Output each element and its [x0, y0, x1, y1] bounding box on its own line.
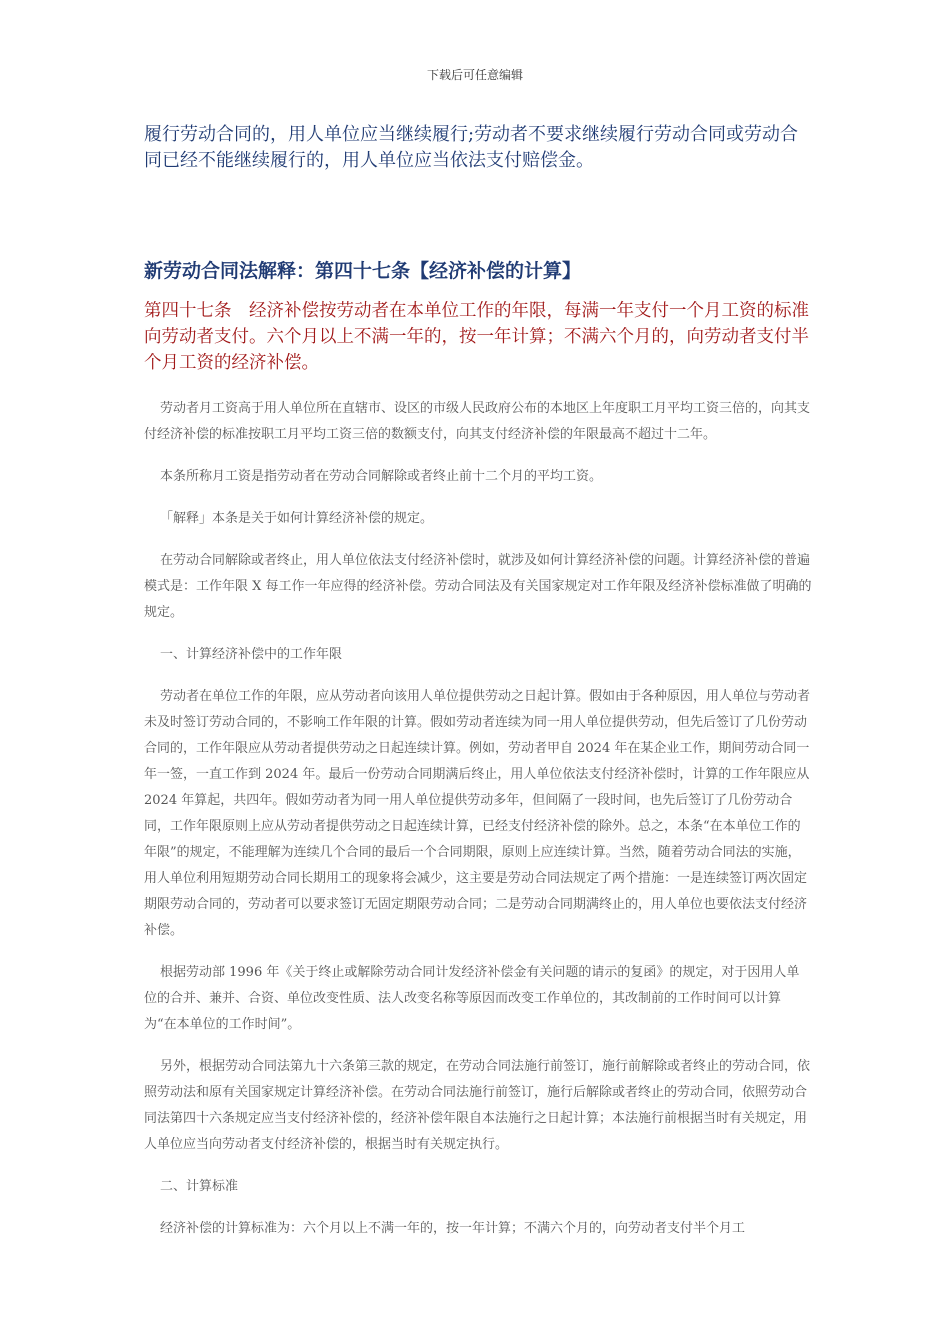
paragraph-3: 「解释」本条是关于如何计算经济补偿的规定。 — [160, 511, 434, 526]
paragraph-2: 本条所称月工资是指劳动者在劳动合同解除或者终止前十二个月的平均工资。 — [160, 469, 603, 484]
paragraph-4: 在劳动合同解除或者终止，用人单位依法支付经济补偿时，就涉及如何计算经济补偿的问题。计算经济补偿的普遍模式是：工作年限 X 每工作一年应得的经济补偿。劳动合同法及有关国家规定对工作年限及经济补偿标准做了明确的规定。 — [144, 553, 812, 620]
paragraph-8: 另外，根据劳动合同法第九十六条第三款的规定，在劳动合同法施行前签订，施行前解除或者终止的劳动合同，依照劳动法和原有关国家规定计算经济补偿。在劳动合同法施行前签订，施行后解除或者终止的劳动合同，依照劳动合同法第四十六条规定应当支付经济补偿的，经济补偿年限自本法施行之日起计算；本法施行前根据当时有关规定，用人单位应当向劳动者支付经济补偿的，根据当时有关规定执行。 — [144, 1059, 811, 1152]
subheading-standard: 二、计算标准 — [160, 1179, 239, 1194]
intro-paragraph: 履行劳动合同的，用人单位应当继续履行;劳动者不要求继续履行劳动合同或劳动合同已经不能继续履行的，用人单位应当依法支付赔偿金。 — [144, 124, 799, 171]
subheading-work-years: 一、计算经济补偿中的工作年限 — [160, 647, 343, 662]
paragraph-6: 劳动者在单位工作的年限，应从劳动者向该用人单位提供劳动之日起计算。假如由于各种原因，用人单位与劳动者未及时签订劳动合同的，不影响工作年限的计算。假如劳动者连续为同一用人单位提供劳动，但先后签订了几份劳动合同的，工作年限应从劳动者提供劳动之日起连续计算。例如，劳动者甲自 2024 年在某企业工作，期间劳动合同一年一签，一直工作到 2024 年。最后一份劳动合同期满后终止，用人单位依法支付经济补偿时，计算的工作年限应从 2024 年算起，共四年。假如劳动者为同一用人单位提供劳动多年，但间隔了一段时间，也先后签订了几份劳动合同，工作年限原则上应从劳动者提供劳动之日起连续计算，已经支付经济补偿的除外。总之，本条“在本单位工作的年限”的规定，不能理解为连续几个合同的最后一个合同期限，原则上应连续计算。当然，随着劳动合同法的实施，用人单位利用短期劳动合同长期用工的现象将会减少，这主要是劳动合同法规定了两个措施：一是连续签订两次固定期限劳动合同的，劳动者可以要求签订无固定期限劳动合同；二是劳动合同期满终止的，用人单位也要依法支付经济补偿。 — [144, 689, 811, 938]
document-body — [144, 122, 812, 1242]
paragraph-1: 劳动者月工资高于用人单位所在直辖市、设区的市级人民政府公布的本地区上年度职工月平均工资三倍的，向其支付经济补偿的标准按职工月平均工资三倍的数额支付，向其支付经济补偿的年限最高不超过十二年。 — [144, 401, 811, 442]
section-title: 新劳动合同法解释：第四十七条【经济补偿的计算】 — [144, 260, 582, 282]
paragraph-7: 根据劳动部 1996 年《关于终止或解除劳动合同计发经济补偿金有关问题的请示的复函》的规定，对于因用人单位的合并、兼并、合资、单位改变性质、法人改变名称等原因而改变工作单位的，其改制前的工作时间可以计算为“在本单位的工作时间”。 — [144, 965, 800, 1032]
article-text: 第四十七条 经济补偿按劳动者在本单位工作的年限，每满一年支付一个月工资的标准向劳动者支付。六个月以上不满一年的，按一年计算；不满六个月的，向劳动者支付半个月工资的经济补偿。 — [144, 301, 809, 373]
page-header-note: 下载后可任意编辑 — [426, 68, 523, 82]
paragraph-10: 经济补偿的计算标准为：六个月以上不满一年的，按一年计算；不满六个月的，向劳动者支付半个月工 — [160, 1221, 746, 1236]
